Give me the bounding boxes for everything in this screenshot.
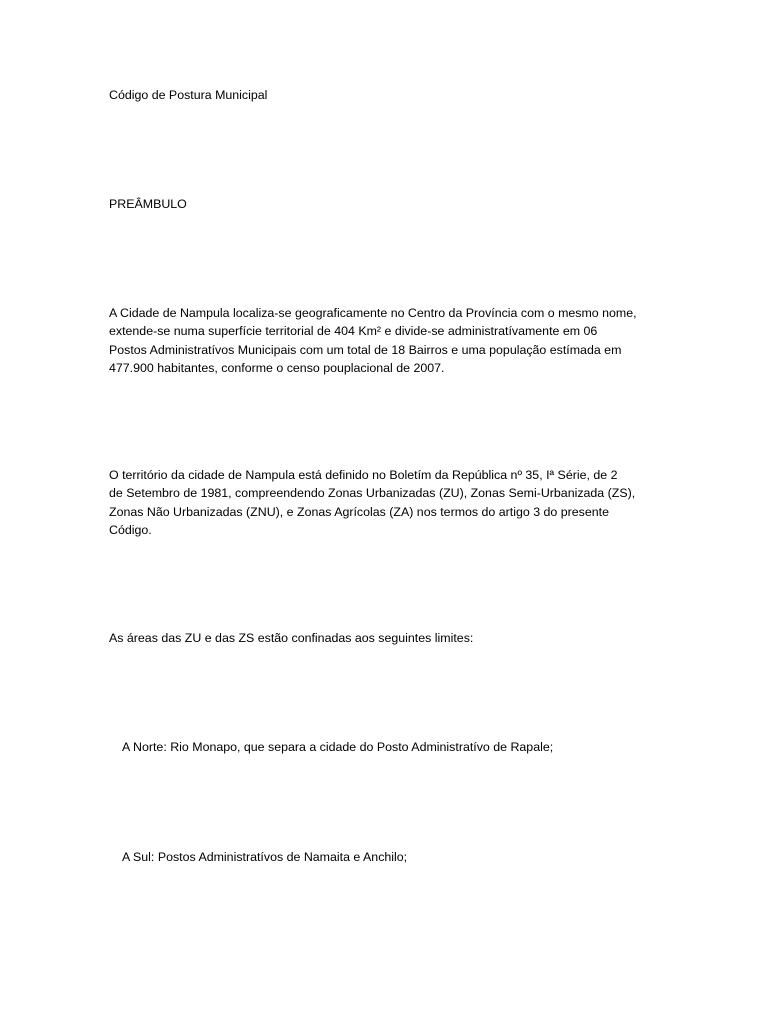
preamble-heading-text: PREÂMBULO bbox=[109, 197, 187, 211]
paragraph-line: A Cidade de Nampula localiza-se geograficamente no Centro da Província com o mesmo nome, bbox=[109, 306, 637, 320]
limit-north-item bbox=[122, 738, 682, 756]
limit-south-item bbox=[122, 848, 682, 866]
paragraph-line: extende-se numa superfície territorial de 404 Km² e divide-se administratívamente em 06 bbox=[109, 324, 598, 339]
paragraph-limits-intro bbox=[109, 629, 669, 647]
paragraph-location bbox=[109, 304, 669, 377]
document-title bbox=[109, 86, 669, 104]
limit-north-text: A Norte: Rio Monapo, que separa a cidade do Posto Administratívo de Rapale; bbox=[122, 740, 554, 754]
paragraph-line: O território da cidade de Nampula está definido no Boletím da República nº 35, Iª Série, de 2 bbox=[109, 468, 618, 482]
paragraph-line: Postos Administratívos Municipais com um total de 18 Bairros e uma população estímada em bbox=[109, 342, 622, 357]
paragraph-line: 477.900 habitantes, conforme o censo pouplacional de 2007. bbox=[109, 360, 445, 375]
limit-south-text: A Sul: Postos Administratívos de Namaita e Anchilo; bbox=[122, 850, 408, 864]
paragraph-line: As áreas das ZU e das ZS estão confinadas aos seguintes limites: bbox=[109, 631, 474, 645]
paragraph-line: Código. bbox=[109, 522, 152, 537]
preamble-heading bbox=[109, 195, 669, 213]
paragraph-territory bbox=[109, 466, 669, 539]
document-title-text: Código de Postura Municipal bbox=[109, 88, 268, 102]
paragraph-line: de Setembro de 1981, compreendendo Zonas Urbanizadas (ZU), Zonas Semi-Urbanizada (ZS), bbox=[109, 486, 636, 501]
paragraph-line: Zonas Não Urbanizadas (ZNU), e Zonas Agrícolas (ZA) nos termos do artigo 3 do presente bbox=[109, 504, 609, 519]
